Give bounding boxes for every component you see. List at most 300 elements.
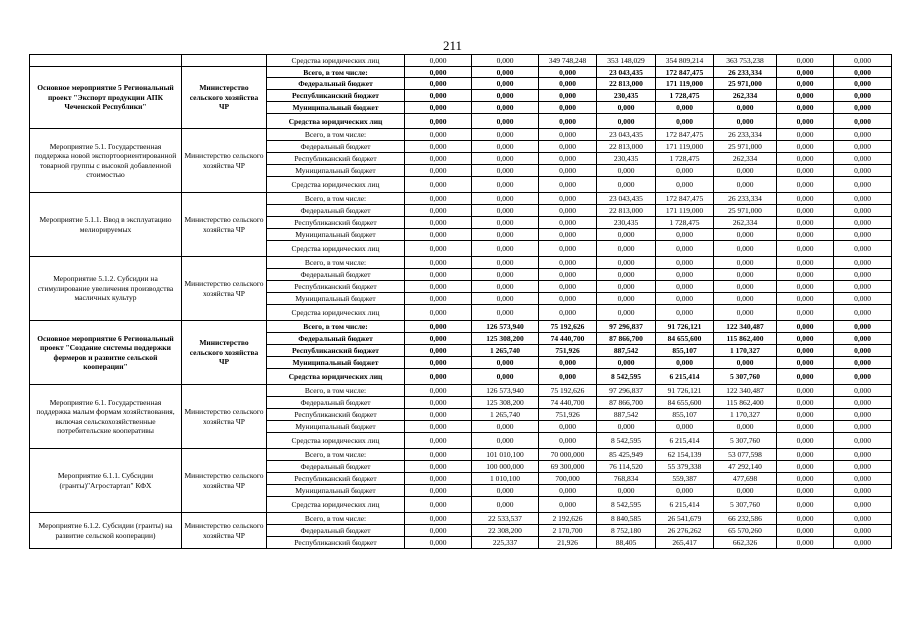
amount-cell: 0,000 — [405, 293, 472, 305]
amount-cell: 0,000 — [656, 257, 714, 269]
amount-cell: 1 010,100 — [472, 473, 539, 485]
amount-cell: 125 308,200 — [472, 333, 539, 345]
amount-cell: 0,000 — [656, 305, 714, 321]
executor-name: Министерство сельского хозяйства ЧР — [182, 129, 267, 193]
amount-cell: 0,000 — [539, 305, 597, 321]
amount-cell: 0,000 — [405, 153, 472, 165]
funding-source: Средства юридических лиц — [267, 114, 405, 129]
amount-cell: 0,000 — [472, 165, 539, 177]
amount-cell: 0,000 — [539, 257, 597, 269]
funding-source: Республиканский бюджет — [267, 281, 405, 293]
amount-cell: 559,387 — [656, 473, 714, 485]
amount-cell: 0,000 — [405, 345, 472, 357]
amount-cell: 8 752,180 — [597, 525, 656, 537]
amount-cell: 0,000 — [777, 177, 834, 193]
funding-source: Муниципальный бюджет — [267, 102, 405, 114]
funding-source: Федеральный бюджет — [267, 525, 405, 537]
amount-cell: 0,000 — [834, 333, 892, 345]
amount-cell: 0,000 — [714, 241, 777, 257]
amount-cell: 0,000 — [714, 485, 777, 497]
amount-cell: 0,000 — [405, 229, 472, 241]
amount-cell: 0,000 — [539, 177, 597, 193]
amount-cell: 0,000 — [472, 153, 539, 165]
table-row — [30, 449, 892, 461]
amount-cell: 0,000 — [472, 114, 539, 129]
amount-cell: 0,000 — [539, 433, 597, 449]
amount-cell: 0,000 — [714, 305, 777, 321]
amount-cell: 26 233,334 — [714, 67, 777, 78]
amount-cell: 0,000 — [539, 102, 597, 114]
amount-cell: 0,000 — [597, 293, 656, 305]
amount-cell: 0,000 — [405, 513, 472, 525]
amount-cell: 262,334 — [714, 217, 777, 229]
amount-cell: 22 533,537 — [472, 513, 539, 525]
amount-cell: 0,000 — [777, 114, 834, 129]
amount-cell: 0,000 — [472, 78, 539, 90]
amount-cell: 122 340,487 — [714, 321, 777, 333]
amount-cell: 22 308,200 — [472, 525, 539, 537]
funding-source: Средства юридических лиц — [267, 241, 405, 257]
amount-cell: 0,000 — [714, 102, 777, 114]
amount-cell: 0,000 — [472, 205, 539, 217]
amount-cell: 0,000 — [472, 102, 539, 114]
amount-cell: 0,000 — [656, 281, 714, 293]
table-row — [30, 193, 892, 205]
amount-cell: 0,000 — [777, 193, 834, 205]
amount-cell: 230,435 — [597, 90, 656, 102]
amount-cell: 265,417 — [656, 537, 714, 549]
executor-name: Министерство сельского хозяйства ЧР — [182, 385, 267, 449]
amount-cell: 751,926 — [539, 409, 597, 421]
amount-cell: 85 425,949 — [597, 449, 656, 461]
amount-cell: 26 233,334 — [714, 129, 777, 141]
funding-source: Всего, в том числе: — [267, 513, 405, 525]
funding-source: Федеральный бюджет — [267, 461, 405, 473]
amount-cell: 0,000 — [777, 421, 834, 433]
amount-cell: 0,000 — [472, 90, 539, 102]
measure-name: Мероприятие 6.1.2. Субсидии (гранты) на развитие сельской кооперации) — [30, 513, 182, 549]
amount-cell: 0,000 — [472, 129, 539, 141]
amount-cell: 172 847,475 — [656, 129, 714, 141]
amount-cell: 0,000 — [539, 153, 597, 165]
amount-cell: 0,000 — [834, 90, 892, 102]
amount-cell: 0,000 — [472, 269, 539, 281]
amount-cell: 1 728,475 — [656, 90, 714, 102]
amount-cell: 0,000 — [834, 67, 892, 78]
amount-cell: 0,000 — [539, 369, 597, 385]
amount-cell: 0,000 — [777, 473, 834, 485]
amount-cell: 0,000 — [834, 129, 892, 141]
amount-cell: 0,000 — [834, 369, 892, 385]
amount-cell: 0,000 — [714, 165, 777, 177]
amount-cell: 65 570,260 — [714, 525, 777, 537]
amount-cell: 55 379,338 — [656, 461, 714, 473]
funding-source: Всего, в том числе: — [267, 321, 405, 333]
amount-cell: 1 265,740 — [472, 345, 539, 357]
amount-cell: 0,000 — [405, 102, 472, 114]
funding-source: Республиканский бюджет — [267, 537, 405, 549]
amount-cell: 0,000 — [777, 409, 834, 421]
amount-cell: 0,000 — [714, 177, 777, 193]
amount-cell: 0,000 — [405, 55, 472, 67]
amount-cell: 0,000 — [472, 67, 539, 78]
funding-source: Федеральный бюджет — [267, 141, 405, 153]
amount-cell: 0,000 — [539, 78, 597, 90]
amount-cell: 0,000 — [405, 409, 472, 421]
amount-cell: 6 215,414 — [656, 433, 714, 449]
amount-cell: 0,000 — [597, 357, 656, 369]
amount-cell: 97 296,837 — [597, 385, 656, 397]
measure-name: Мероприятие 5.1.2. Субсидии на стимулирование увеличения производства масличных культур — [30, 257, 182, 321]
table-row — [30, 385, 892, 397]
amount-cell: 126 573,940 — [472, 385, 539, 397]
amount-cell: 0,000 — [777, 281, 834, 293]
amount-cell: 0,000 — [777, 269, 834, 281]
amount-cell: 0,000 — [777, 333, 834, 345]
table-row — [30, 513, 892, 525]
amount-cell: 0,000 — [405, 461, 472, 473]
amount-cell: 0,000 — [405, 385, 472, 397]
amount-cell: 76 114,520 — [597, 461, 656, 473]
amount-cell: 5 307,760 — [714, 369, 777, 385]
amount-cell: 0,000 — [539, 293, 597, 305]
executor-name: Министерство сельского хозяйства ЧР — [182, 513, 267, 549]
amount-cell: 74 440,700 — [539, 333, 597, 345]
amount-cell: 172 847,475 — [656, 193, 714, 205]
amount-cell: 0,000 — [777, 257, 834, 269]
amount-cell: 26 541,679 — [656, 513, 714, 525]
amount-cell: 0,000 — [472, 497, 539, 513]
amount-cell: 0,000 — [405, 357, 472, 369]
funding-source: Муниципальный бюджет — [267, 357, 405, 369]
amount-cell: 0,000 — [834, 257, 892, 269]
amount-cell: 0,000 — [656, 357, 714, 369]
amount-cell: 0,000 — [834, 513, 892, 525]
amount-cell: 0,000 — [834, 141, 892, 153]
amount-cell: 0,000 — [777, 461, 834, 473]
amount-cell: 0,000 — [472, 357, 539, 369]
amount-cell: 0,000 — [834, 473, 892, 485]
amount-cell: 0,000 — [777, 305, 834, 321]
amount-cell: 74 440,700 — [539, 397, 597, 409]
amount-cell: 0,000 — [597, 177, 656, 193]
amount-cell: 0,000 — [834, 114, 892, 129]
amount-cell: 354 809,214 — [656, 55, 714, 67]
amount-cell: 0,000 — [405, 321, 472, 333]
amount-cell: 230,435 — [597, 217, 656, 229]
amount-cell: 0,000 — [597, 114, 656, 129]
amount-cell: 22 813,000 — [597, 205, 656, 217]
amount-cell: 751,926 — [539, 345, 597, 357]
amount-cell: 21,926 — [539, 537, 597, 549]
amount-cell: 0,000 — [539, 67, 597, 78]
amount-cell: 0,000 — [405, 205, 472, 217]
amount-cell: 0,000 — [834, 281, 892, 293]
amount-cell: 122 340,487 — [714, 385, 777, 397]
amount-cell: 8 542,595 — [597, 369, 656, 385]
amount-cell: 0,000 — [472, 55, 539, 67]
amount-cell: 0,000 — [834, 205, 892, 217]
amount-cell: 0,000 — [405, 537, 472, 549]
amount-cell: 115 862,400 — [714, 333, 777, 345]
amount-cell: 0,000 — [539, 229, 597, 241]
funding-source: Всего, в том числе: — [267, 257, 405, 269]
amount-cell: 0,000 — [834, 421, 892, 433]
funding-source: Республиканский бюджет — [267, 345, 405, 357]
amount-cell: 0,000 — [597, 102, 656, 114]
measure-name: Основное мероприятие 6 Региональный проект "Создание системы поддержки фермеров и развитие сельской кооперации" — [30, 321, 182, 385]
amount-cell: 0,000 — [405, 67, 472, 78]
amount-cell: 70 000,000 — [539, 449, 597, 461]
amount-cell: 0,000 — [539, 141, 597, 153]
amount-cell: 0,000 — [539, 129, 597, 141]
amount-cell: 0,000 — [834, 525, 892, 537]
amount-cell: 0,000 — [834, 397, 892, 409]
amount-cell: 8 840,585 — [597, 513, 656, 525]
amount-cell: 0,000 — [405, 333, 472, 345]
amount-cell: 6 215,414 — [656, 369, 714, 385]
amount-cell: 0,000 — [405, 525, 472, 537]
amount-cell: 0,000 — [405, 397, 472, 409]
amount-cell: 0,000 — [834, 153, 892, 165]
executor-name: Министерство сельского хозяйства ЧР — [182, 67, 267, 129]
amount-cell: 0,000 — [834, 433, 892, 449]
amount-cell: 0,000 — [834, 321, 892, 333]
amount-cell: 0,000 — [597, 229, 656, 241]
amount-cell: 0,000 — [539, 421, 597, 433]
amount-cell: 0,000 — [834, 55, 892, 67]
amount-cell: 0,000 — [777, 165, 834, 177]
funding-source: Всего, в том числе: — [267, 129, 405, 141]
funding-source: Муниципальный бюджет — [267, 229, 405, 241]
amount-cell: 0,000 — [405, 497, 472, 513]
amount-cell: 0,000 — [777, 78, 834, 90]
amount-cell: 2 192,626 — [539, 513, 597, 525]
page-number: 211 — [442, 38, 463, 53]
funding-source: Республиканский бюджет — [267, 409, 405, 421]
amount-cell: 23 043,435 — [597, 67, 656, 78]
amount-cell: 88,405 — [597, 537, 656, 549]
amount-cell: 1 728,475 — [656, 153, 714, 165]
funding-source: Республиканский бюджет — [267, 90, 405, 102]
amount-cell: 8 542,595 — [597, 497, 656, 513]
funding-source: Федеральный бюджет — [267, 269, 405, 281]
amount-cell: 0,000 — [405, 78, 472, 90]
amount-cell: 0,000 — [656, 241, 714, 257]
amount-cell: 0,000 — [714, 357, 777, 369]
amount-cell: 0,000 — [777, 369, 834, 385]
amount-cell: 0,000 — [405, 257, 472, 269]
funding-source: Республиканский бюджет — [267, 153, 405, 165]
amount-cell: 0,000 — [656, 102, 714, 114]
amount-cell: 0,000 — [714, 293, 777, 305]
amount-cell: 0,000 — [405, 433, 472, 449]
amount-cell: 26 233,334 — [714, 193, 777, 205]
amount-cell: 0,000 — [777, 129, 834, 141]
amount-cell: 0,000 — [656, 177, 714, 193]
amount-cell: 0,000 — [539, 357, 597, 369]
amount-cell: 75 192,626 — [539, 385, 597, 397]
amount-cell: 0,000 — [539, 281, 597, 293]
amount-cell: 1 265,740 — [472, 409, 539, 421]
amount-cell: 0,000 — [777, 537, 834, 549]
amount-cell: 0,000 — [405, 114, 472, 129]
funding-source: Средства юридических лиц — [267, 177, 405, 193]
amount-cell: 0,000 — [777, 449, 834, 461]
amount-cell: 101 010,100 — [472, 449, 539, 461]
amount-cell: 0,000 — [472, 141, 539, 153]
amount-cell: 0,000 — [656, 485, 714, 497]
amount-cell: 0,000 — [472, 293, 539, 305]
amount-cell: 0,000 — [834, 357, 892, 369]
amount-cell: 363 753,238 — [714, 55, 777, 67]
funding-source: Средства юридических лиц — [267, 433, 405, 449]
amount-cell: 0,000 — [405, 193, 472, 205]
table-body — [30, 55, 892, 549]
amount-cell: 5 307,760 — [714, 497, 777, 513]
amount-cell: 0,000 — [539, 114, 597, 129]
amount-cell: 0,000 — [597, 269, 656, 281]
amount-cell: 91 726,121 — [656, 385, 714, 397]
executor-name: Министерство сельского хозяйства ЧР — [182, 257, 267, 321]
amount-cell: 0,000 — [405, 421, 472, 433]
amount-cell: 0,000 — [597, 257, 656, 269]
amount-cell: 0,000 — [834, 461, 892, 473]
amount-cell: 0,000 — [405, 305, 472, 321]
amount-cell: 0,000 — [597, 485, 656, 497]
amount-cell: 0,000 — [656, 421, 714, 433]
amount-cell: 0,000 — [472, 305, 539, 321]
amount-cell: 22 813,000 — [597, 141, 656, 153]
amount-cell: 8 542,595 — [597, 433, 656, 449]
funding-source: Муниципальный бюджет — [267, 293, 405, 305]
amount-cell: 0,000 — [777, 293, 834, 305]
amount-cell: 84 655,600 — [656, 397, 714, 409]
amount-cell: 0,000 — [472, 177, 539, 193]
amount-cell: 91 726,121 — [656, 321, 714, 333]
amount-cell: 0,000 — [834, 293, 892, 305]
amount-cell: 0,000 — [539, 165, 597, 177]
amount-cell: 125 308,200 — [472, 397, 539, 409]
amount-cell: 0,000 — [472, 433, 539, 449]
amount-cell: 0,000 — [777, 102, 834, 114]
amount-cell: 0,000 — [539, 485, 597, 497]
amount-cell: 66 232,586 — [714, 513, 777, 525]
amount-cell: 0,000 — [777, 67, 834, 78]
funding-source: Республиканский бюджет — [267, 473, 405, 485]
funding-source: Всего, в том числе: — [267, 385, 405, 397]
amount-cell: 855,107 — [656, 345, 714, 357]
amount-cell: 0,000 — [714, 269, 777, 281]
amount-cell: 0,000 — [834, 269, 892, 281]
amount-cell: 0,000 — [405, 129, 472, 141]
amount-cell: 0,000 — [714, 281, 777, 293]
amount-cell: 0,000 — [405, 485, 472, 497]
amount-cell: 0,000 — [777, 433, 834, 449]
amount-cell: 0,000 — [539, 497, 597, 513]
amount-cell: 0,000 — [405, 141, 472, 153]
amount-cell: 0,000 — [539, 217, 597, 229]
amount-cell: 0,000 — [405, 241, 472, 257]
amount-cell: 0,000 — [472, 485, 539, 497]
amount-cell: 0,000 — [834, 497, 892, 513]
amount-cell: 0,000 — [777, 497, 834, 513]
measure-name: Основное мероприятие 5 Региональный проект "Экспорт продукции АПК Чеченской Республики" — [30, 67, 182, 129]
amount-cell: 662,326 — [714, 537, 777, 549]
amount-cell: 0,000 — [405, 217, 472, 229]
funding-source: Федеральный бюджет — [267, 78, 405, 90]
amount-cell: 0,000 — [656, 293, 714, 305]
funding-source: Муниципальный бюджет — [267, 421, 405, 433]
amount-cell: 0,000 — [472, 369, 539, 385]
amount-cell: 0,000 — [834, 449, 892, 461]
table-row — [30, 321, 892, 333]
amount-cell: 0,000 — [777, 153, 834, 165]
table-row — [30, 55, 892, 67]
amount-cell: 75 192,626 — [539, 321, 597, 333]
amount-cell: 0,000 — [777, 241, 834, 257]
amount-cell: 23 043,435 — [597, 193, 656, 205]
amount-cell: 0,000 — [472, 217, 539, 229]
amount-cell: 1 170,327 — [714, 345, 777, 357]
amount-cell: 0,000 — [597, 281, 656, 293]
budget-table — [29, 54, 892, 549]
amount-cell: 69 300,000 — [539, 461, 597, 473]
amount-cell: 0,000 — [777, 141, 834, 153]
funding-source: Федеральный бюджет — [267, 333, 405, 345]
funding-source: Средства юридических лиц — [267, 497, 405, 513]
amount-cell: 0,000 — [777, 485, 834, 497]
amount-cell: 87 866,700 — [597, 333, 656, 345]
amount-cell: 855,107 — [656, 409, 714, 421]
amount-cell: 0,000 — [597, 305, 656, 321]
amount-cell: 0,000 — [834, 305, 892, 321]
amount-cell: 22 813,000 — [597, 78, 656, 90]
amount-cell: 0,000 — [405, 165, 472, 177]
amount-cell: 0,000 — [834, 409, 892, 421]
funding-source: Всего, в том числе: — [267, 67, 405, 78]
amount-cell: 0,000 — [539, 205, 597, 217]
amount-cell: 0,000 — [834, 193, 892, 205]
executor-name: Министерство сельского хозяйства ЧР — [182, 193, 267, 257]
funding-source: Всего, в том числе: — [267, 449, 405, 461]
measure-name: Мероприятие 5.1. Государственная поддержка новой экспортоориентированной товарной группы с высокой добавленной стоимостью — [30, 129, 182, 193]
funding-source: Средства юридических лиц — [267, 55, 405, 67]
amount-cell: 0,000 — [405, 473, 472, 485]
amount-cell: 0,000 — [834, 229, 892, 241]
amount-cell: 25 971,000 — [714, 205, 777, 217]
amount-cell: 5 307,760 — [714, 433, 777, 449]
amount-cell: 0,000 — [472, 257, 539, 269]
amount-cell: 700,000 — [539, 473, 597, 485]
executor-name — [182, 55, 267, 67]
amount-cell: 0,000 — [777, 217, 834, 229]
amount-cell: 0,000 — [834, 385, 892, 397]
amount-cell: 353 148,029 — [597, 55, 656, 67]
funding-source: Средства юридических лиц — [267, 305, 405, 321]
amount-cell: 126 573,940 — [472, 321, 539, 333]
amount-cell: 349 748,248 — [539, 55, 597, 67]
amount-cell: 0,000 — [539, 193, 597, 205]
measure-name — [30, 55, 182, 67]
amount-cell: 0,000 — [656, 229, 714, 241]
funding-source: Средства юридических лиц — [267, 369, 405, 385]
amount-cell: 115 862,400 — [714, 397, 777, 409]
amount-cell: 23 043,435 — [597, 129, 656, 141]
amount-cell: 0,000 — [834, 102, 892, 114]
amount-cell: 171 119,000 — [656, 78, 714, 90]
executor-name: Министерство сельского хозяйства ЧР — [182, 321, 267, 385]
